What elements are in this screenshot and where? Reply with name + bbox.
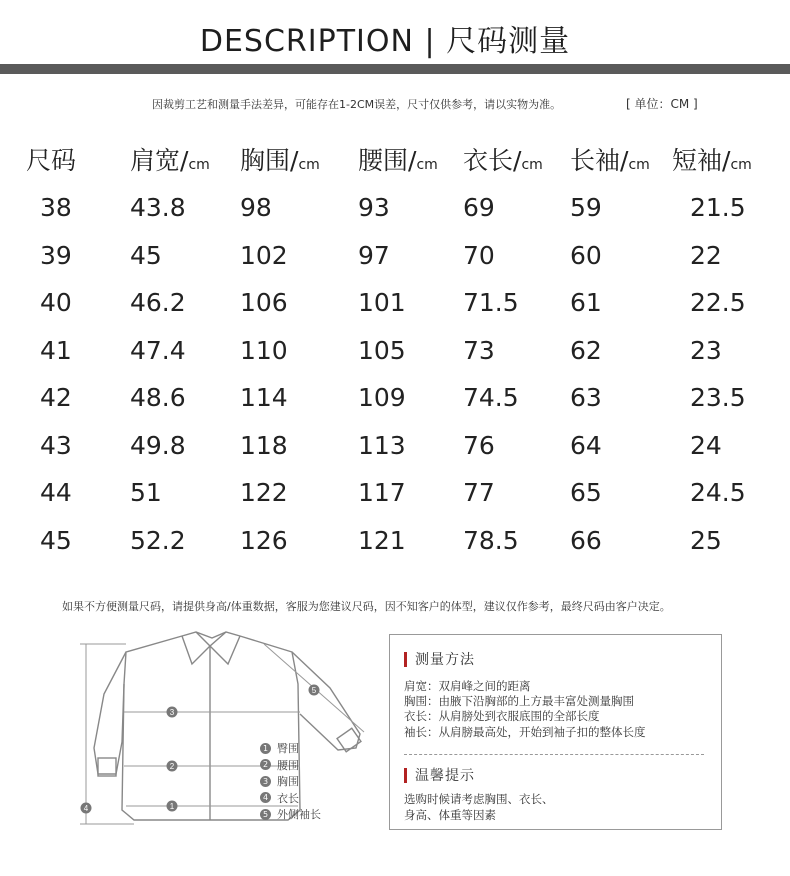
measurement-cell: 102 [240,240,288,270]
svg-text:4: 4 [83,804,89,813]
measurement-cell: 61 [570,288,602,318]
legend-item: 2 腰围 [260,757,321,774]
measurement-cell: 113 [358,430,406,460]
page-title: DESCRIPTION | 尺码测量 [199,24,571,59]
svg-text:2: 2 [169,762,175,771]
accent-bar [404,768,407,783]
size-cell: 40 [40,288,72,318]
size-chart-header-row [26,134,752,184]
legend-item: 3 胸围 [260,773,321,790]
measurement-cell: 65 [570,478,602,508]
column-header: 胸围/cm [240,146,320,175]
size-cell: 44 [40,478,72,508]
measurement-cell: 93 [358,193,390,223]
measurement-cell: 117 [358,478,406,508]
size-cell: 41 [40,335,72,365]
method-line: 肩宽：双肩峰之间的距离 [404,679,531,693]
measurement-cell: 97 [358,240,390,270]
size-row [26,327,752,375]
size-row [26,184,752,232]
method-line: 袖长：从肩膀最高处，开始到袖子扣的整体长度 [404,725,646,739]
measurement-cell: 22 [690,240,722,270]
column-header: 衣长/cm [463,146,543,175]
measurement-cell: 121 [358,525,406,555]
method-line: 衣长：从肩膀处到衣服底围的全部长度 [404,709,600,723]
column-header: 短袖/cm [672,146,752,175]
measurement-cell: 48.6 [130,383,186,413]
measurement-cell: 51 [130,478,162,508]
measurement-cell: 59 [570,193,602,223]
measurement-cell: 114 [240,383,288,413]
tip-line: 选购时候请考虑胸围、衣长、 [404,792,554,806]
measurement-cell: 62 [570,335,602,365]
measurement-cell: 24 [690,430,722,460]
size-cell: 45 [40,525,72,555]
measurement-cell: 43.8 [130,193,186,223]
measurement-cell: 23.5 [690,383,746,413]
measurement-cell: 122 [240,478,288,508]
measurement-cell: 66 [570,525,602,555]
measurement-cell: 110 [240,335,288,365]
measurement-cell: 98 [240,193,272,223]
column-header: 肩宽/cm [130,146,210,175]
measurement-cell: 49.8 [130,430,186,460]
measurement-note: 因裁剪工艺和测量手法差异，可能存在1-2CM误差，尺寸仅供参考，请以实物为准。 [152,98,562,111]
shirt-measurement-diagram [64,624,390,836]
measurement-cell: 60 [570,240,602,270]
legend-item: 1 臀围 [260,740,321,757]
tip-heading: 温馨提示 [404,765,475,785]
measurement-cell: 73 [463,335,495,365]
size-chart-table [26,134,752,564]
size-cell: 43 [40,430,72,460]
measurement-cell: 63 [570,383,602,413]
measurement-cell: 76 [463,430,495,460]
measurement-cell: 106 [240,288,288,318]
diagram-legend [260,740,321,823]
legend-item: 5 外侧袖长 [260,806,321,823]
column-header: 腰围/cm [358,146,438,175]
size-chart-body [26,184,752,564]
measurement-cell: 25 [690,525,722,555]
size-cell: 42 [40,383,72,413]
legend-item: 4 衣长 [260,790,321,807]
svg-text:3: 3 [169,708,175,717]
size-row [26,232,752,280]
size-advice: 如果不方便测量尺码，请提供身高/体重数据，客服为您建议尺码，因不知客户的体型，建议仅作参考，最终尺码由客户决定。 [62,600,671,613]
size-cell: 38 [40,193,72,223]
measurement-cell: 52.2 [130,525,186,555]
svg-text:5: 5 [311,686,317,695]
method-heading: 测量方法 [404,649,475,669]
section-divider [404,754,704,755]
measurement-cell: 69 [463,193,495,223]
measurement-cell: 118 [240,430,288,460]
measurement-cell: 46.2 [130,288,186,318]
measurement-cell: 77 [463,478,495,508]
measurement-cell: 24.5 [690,478,746,508]
measurement-cell: 45 [130,240,162,270]
size-row [26,517,752,565]
header-divider [0,64,790,74]
measurement-cell: 71.5 [463,288,519,318]
size-row [26,374,752,422]
measurement-cell: 22.5 [690,288,746,318]
column-header: 尺码 [26,146,77,175]
unit-label: [ 单位：CM ] [626,97,698,111]
size-row [26,279,752,327]
measurement-cell: 47.4 [130,335,186,365]
method-line: 胸围：由腋下沿胸部的上方最丰富处测量胸围 [404,694,634,708]
measure-info-box [389,634,722,830]
measurement-cell: 101 [358,288,406,318]
measurement-cell: 109 [358,383,406,413]
measurement-cell: 105 [358,335,406,365]
accent-bar [404,652,407,667]
measurement-cell: 74.5 [463,383,519,413]
measurement-cell: 78.5 [463,525,519,555]
measurement-cell: 126 [240,525,288,555]
measurement-cell: 23 [690,335,722,365]
tip-line: 身高、体重等因素 [404,808,496,822]
size-cell: 39 [40,240,72,270]
size-row [26,469,752,517]
measurement-cell: 70 [463,240,495,270]
measurement-cell: 64 [570,430,602,460]
column-header: 长袖/cm [570,146,650,175]
measurement-cell: 21.5 [690,193,746,223]
size-row [26,422,752,470]
svg-text:1: 1 [169,802,175,811]
